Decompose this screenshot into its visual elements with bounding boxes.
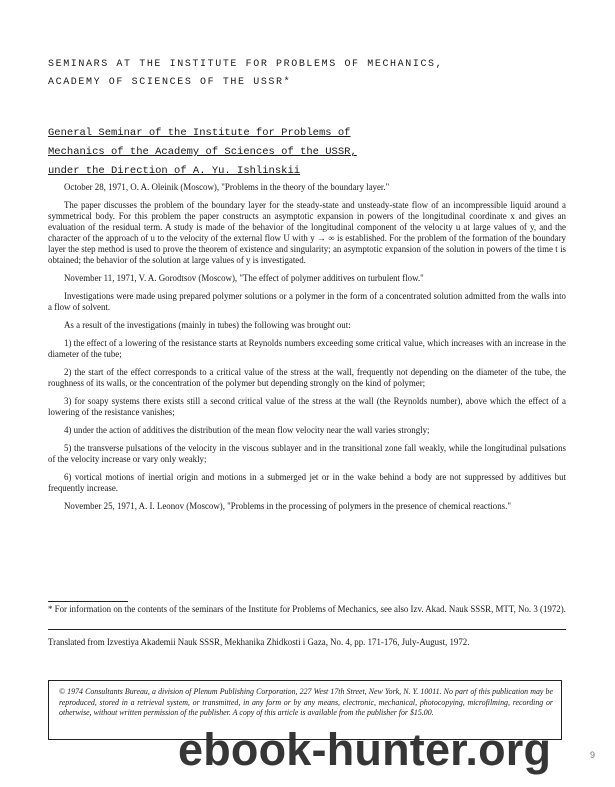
page-number: 9 — [590, 750, 596, 760]
result-item-2: 2) the start of the effect corresponds to a critical value of the stress at the wall, frequently not depending on the diameter of the tube, the roughness of its walls, or the concentration of the polymer but depending strongly on the kind of polymer; — [48, 367, 566, 388]
result-item-6: 6) vortical motions of inertial origin and motions in a submerged jet or in the wake behind a body are not suppressed by additives but frequently increase. — [48, 472, 566, 493]
gorodtsov-results-lead: As a result of the investigations (mainly in tubes) the following was brought out: — [64, 320, 351, 330]
gorodtsov-intro: Investigations were made using prepared polymer solutions or a polymer in the form of a concentrated solution admitted from the walls into a flow of solvent. — [48, 291, 566, 312]
header-line-1: SEMINARS AT THE INSTITUTE FOR PROBLEMS OF MECHANICS, — [48, 59, 444, 70]
copyright-text: © 1974 Consultants Bureau, a division of Plenum Publishing Corporation, 227 West 17th Street, New York, N. Y. 10011. No part of this publication may be reproduced, stored in a retrieval system, or transmitted, in any form or by any means, electronic, mechanical, photocopying, microfilming, recording or otherwise, without written permission of the publisher. A copy of this article is available from the publisher for $15.00. — [59, 687, 553, 717]
article-body — [48, 182, 566, 514]
translation-source: Translated from Izvestiya Akademii Nauk SSSR, Mekhanika Zhidkosti i Gaza, No. 4, pp. 171-176, July-August, 1972. — [48, 637, 470, 647]
watermark: ebook-hunter.org — [178, 724, 552, 775]
seminar-title — [48, 124, 388, 181]
document-header — [48, 56, 588, 92]
result-item-3: 3) for soapy systems there exists still a second critical value of the stress at the wall (the Reynolds number), above which the effect of a lowering of the resistance vanishes; — [48, 396, 566, 417]
seminar-title-line-3: under the Direction of A. Yu. Ishlinskii — [48, 165, 301, 177]
session-leonov-heading: November 25, 1971, A. I. Leonov (Moscow), "Problems in the processing of polymers in the presence of chemical reactions." — [64, 501, 511, 511]
header-line-2: ACADEMY OF SCIENCES OF THE USSR* — [48, 77, 292, 88]
seminar-title-line-1: General Seminar of the Institute for Problems of — [48, 127, 351, 139]
footnote-divider — [48, 601, 128, 602]
session-gorodtsov-heading: November 11, 1971, V. A. Gorodtsov (Moscow), "The effect of polymer additives on turbulent flow." — [64, 273, 424, 283]
result-item-5: 5) the transverse pulsations of the velocity in the viscous sublayer and in the transitional zone fall weakly, while the longitudinal pulsations of the velocity increase or vary only weakly; — [48, 443, 566, 464]
footnote: * For information on the contents of the seminars of the Institute for Problems of Mechanics, see also Izv. Akad. Nauk SSSR, MTT, No. 3 (1972). — [48, 604, 566, 614]
seminar-title-line-2: Mechanics of the Academy of Sciences of the USSR, — [48, 146, 357, 158]
result-item-4: 4) under the action of additives the distribution of the mean flow velocity near the wall varies strongly; — [64, 425, 430, 435]
source-divider — [48, 629, 566, 630]
oleinik-abstract: The paper discusses the problem of the boundary layer for the steady-state and unsteady-state flow of an incompressible liquid around a symmetrical body. For this problem the paper constructs an asymptotic expansion in powers of the longitudinal coordinate x and gives an evaluation of the residual term. A study is made of the behavior of the longitudinal component of the velocity u at large values of y, and the character of the approach of u to the velocity of the external flow U with y → ∞ is established. For the problem of the formation of the boundary layer the step method is used to prove the theorem of existence and singularity; an asymptotic expansion of the solution in powers of the time t is obtained; the behavior of the solution at large values of y is investigated. — [48, 200, 566, 265]
session-oleinik-heading: October 28, 1971, O. A. Oleinik (Moscow), "Problems in the theory of the boundary layer." — [64, 182, 390, 192]
result-item-1: 1) the effect of a lowering of the resistance starts at Reynolds numbers exceeding some critical value, which increases with an increase in the diameter of the tube; — [48, 338, 566, 359]
